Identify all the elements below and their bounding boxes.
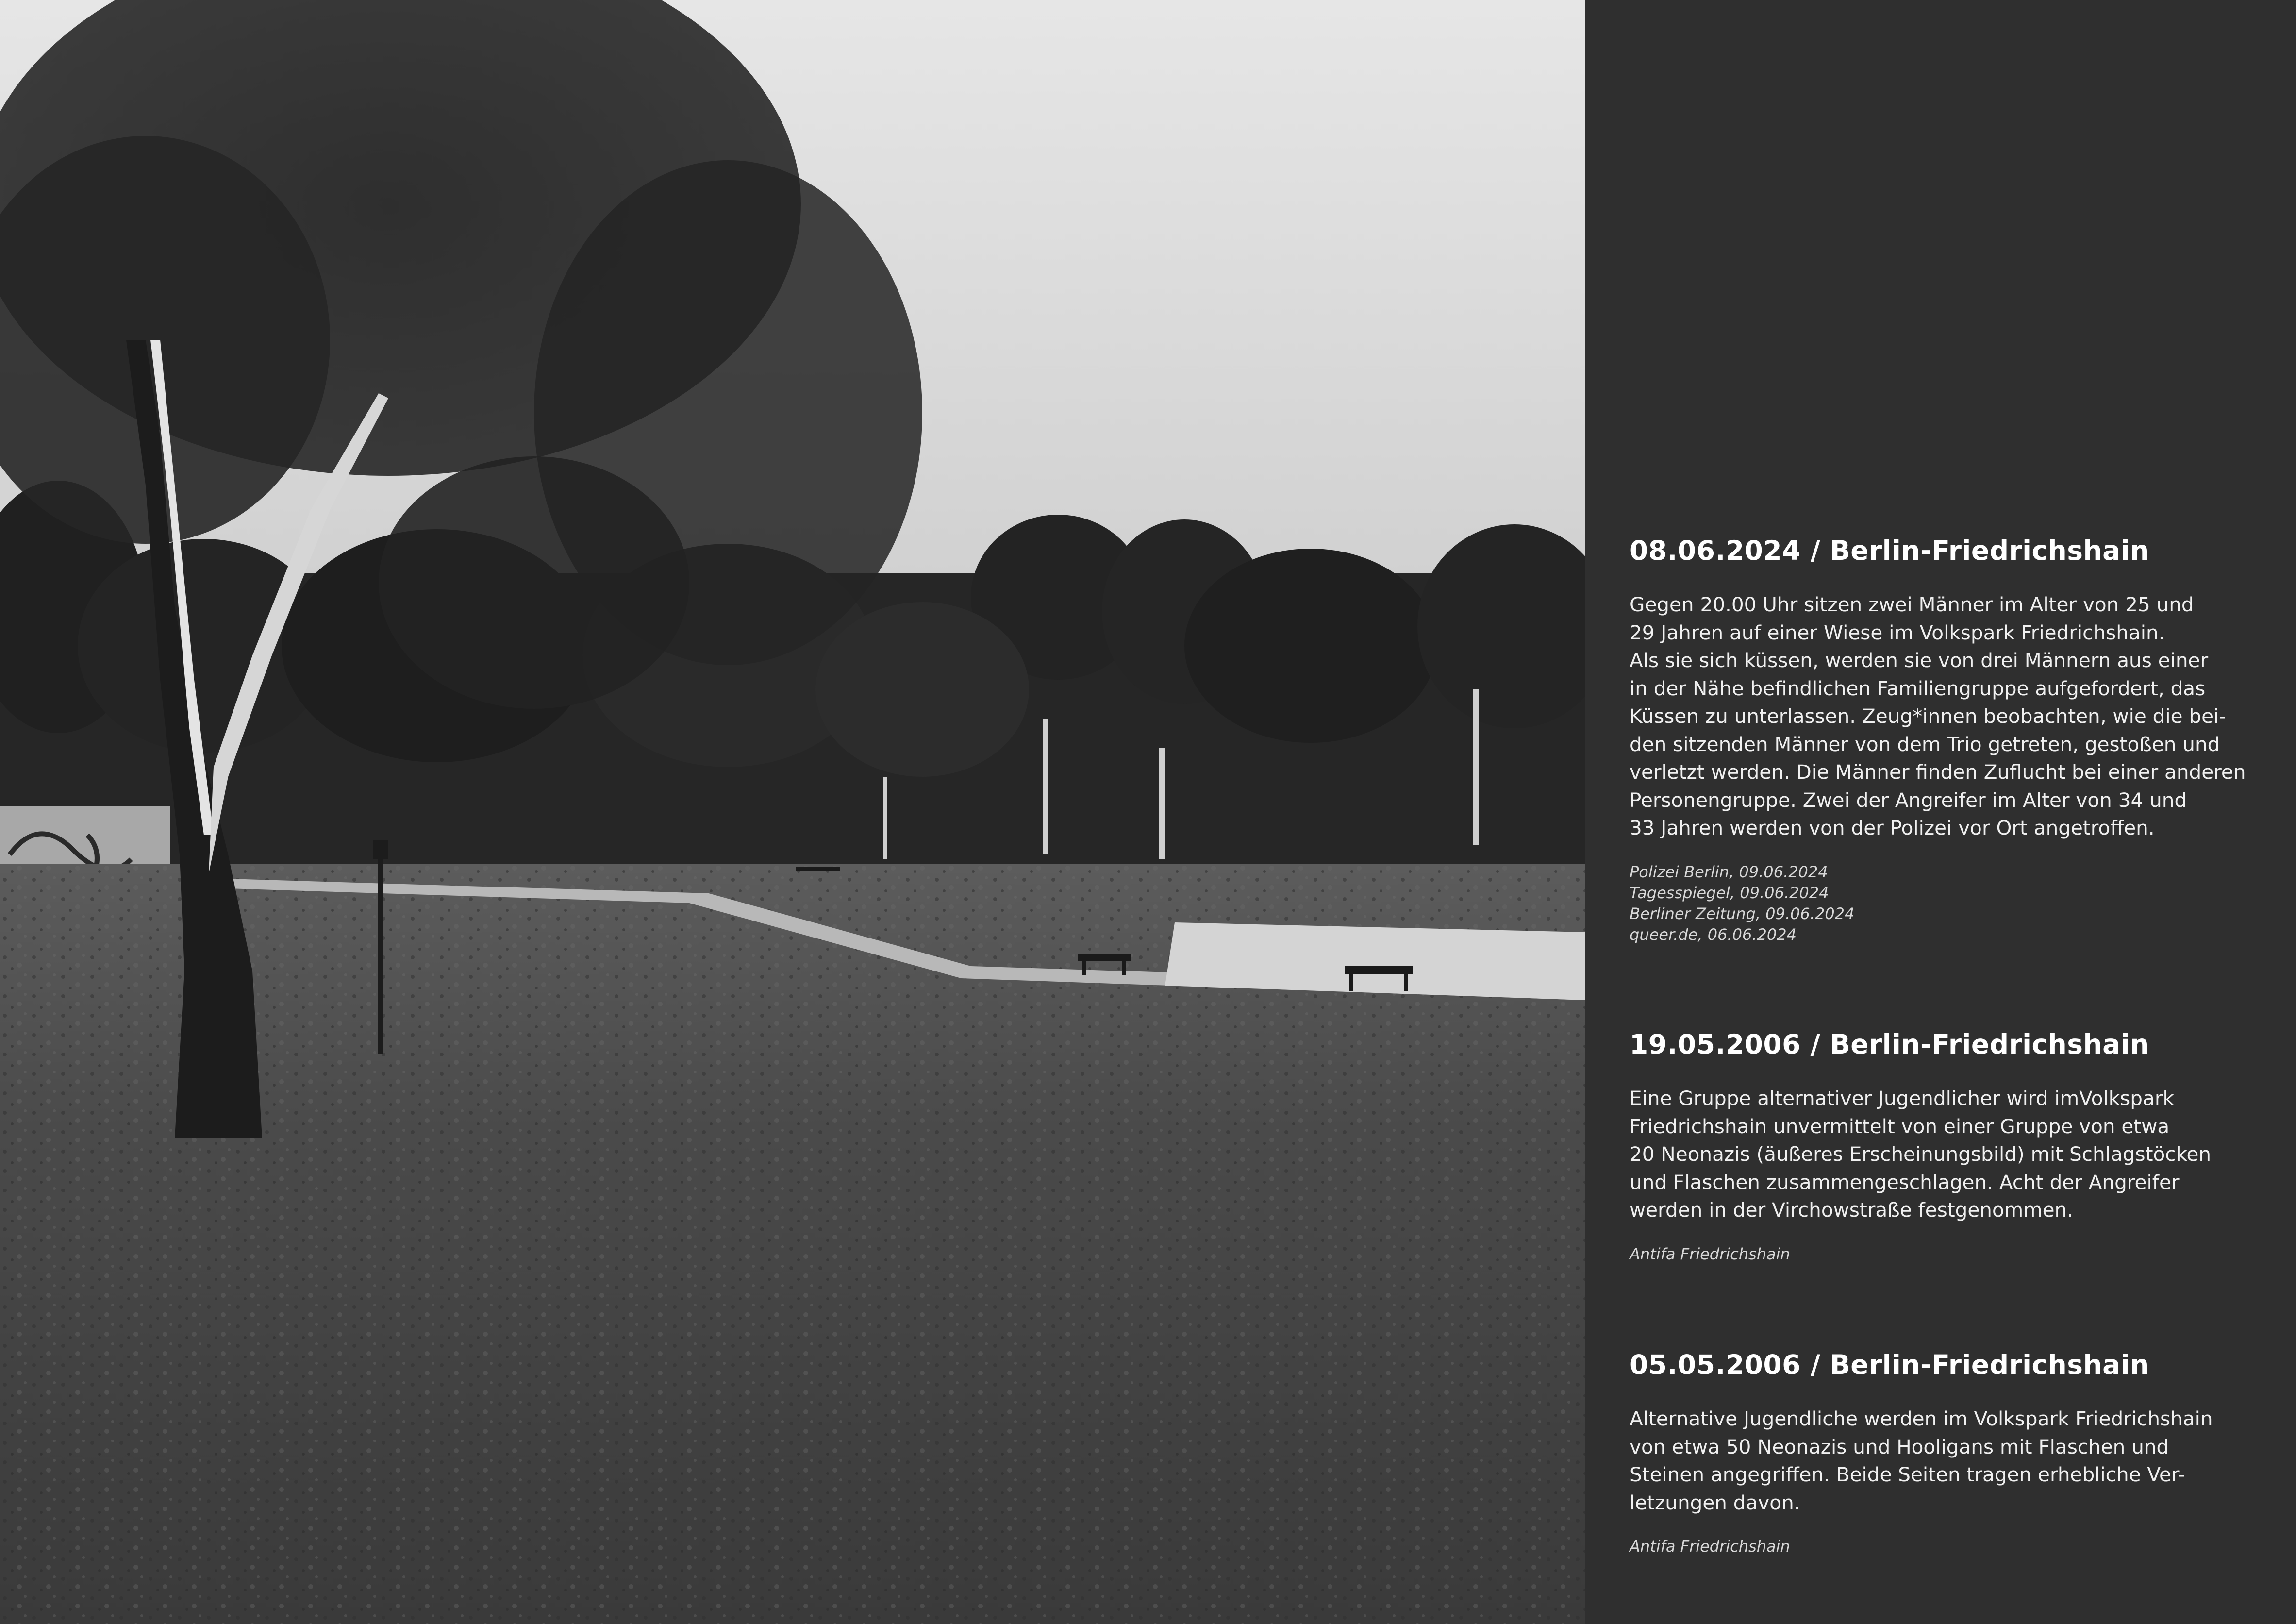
body-line: Personengruppe. Zwei der Angreifer im Alter von 34 und [1630,788,2187,812]
body-line: Steinen angegriffen. Beide Seiten tragen erhebliche Ver- [1630,1463,2185,1486]
body-line: Alternative Jugendliche werden im Volkspark Friedrichshain [1630,1407,2213,1430]
source-line: queer.de, 06.06.2024 [1630,925,1797,944]
body-line: 33 Jahren werden von der Polizei vor Ort angetroffen. [1630,816,2155,839]
source-line: Tagesspiegel, 09.06.2024 [1630,883,1829,902]
body-line: 20 Neonazis (äußeres Erscheinungsbild) mit Schlagstöcken [1630,1142,2212,1166]
body-line: verletzt werden. Die Männer finden Zuflucht bei einer anderen [1630,760,2246,784]
body-line: Als sie sich küssen, werden sie von drei Männern aus einer [1630,649,2209,672]
source-line: Polizei Berlin, 09.06.2024 [1630,862,1828,881]
source-line: Antifa Friedrichshain [1630,1244,1790,1263]
body-line: 29 Jahren auf einer Wiese im Volkspark Friedrichshain. [1630,620,2165,644]
body-line: von etwa 50 Neonazis und Hooligans mit Flaschen und [1630,1435,2169,1458]
body-line: in der Nähe befindlichen Familiengruppe aufgefordert, das [1630,676,2206,700]
body-line: den sitzenden Männer von dem Trio getreten, gestoßen und [1630,732,2220,756]
entry-sources [1630,862,2280,945]
entry-sources [1630,1244,2280,1265]
body-line: letzungen davon. [1630,1490,1800,1514]
body-line: Gegen 20.00 Uhr sitzen zwei Männer im Alter von 25 und [1630,593,2194,616]
body-line: Küssen zu unterlassen. Zeug*innen beobachten, wie die bei- [1630,704,2226,728]
incident-entry [1630,1349,2280,1557]
text-panel [1585,0,2296,1624]
body-line: und Flaschen zusammengeschlagen. Acht der Angreifer [1630,1170,2180,1194]
body-line: werden in der Virchowstraße festgenommen. [1630,1198,2074,1222]
entry-heading: 08.06.2024 / Berlin-Friedrichshain [1630,535,2149,566]
entry-body [1630,1405,2280,1517]
incident-entry [1630,535,2280,945]
entry-body [1630,591,2280,842]
incident-entry [1630,1028,2280,1265]
entry-body [1630,1085,2280,1224]
body-line: Friedrichshain unvermittelt von einer Gruppe von etwa [1630,1114,2170,1138]
entry-sources [1630,1536,2280,1557]
body-line: Eine Gruppe alternativer Jugendlicher wird imVolkspark [1630,1087,2174,1110]
source-line: Berliner Zeitung, 09.06.2024 [1630,904,1855,923]
source-line: Antifa Friedrichshain [1630,1537,1790,1556]
entry-heading: 05.05.2006 / Berlin-Friedrichshain [1630,1349,2149,1380]
entry-heading: 19.05.2006 / Berlin-Friedrichshain [1630,1029,2149,1060]
